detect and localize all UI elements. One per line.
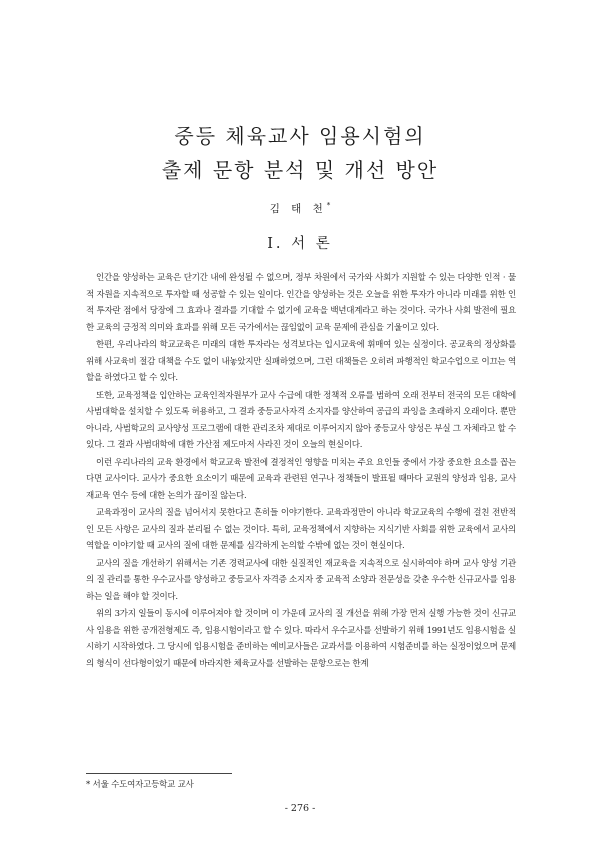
page-number: - 276 - [284,803,316,814]
footnote: * 서울 수도여자고등학교 교사 [86,780,194,790]
paragraph: 이런 우리나라의 교육 환경에서 학교교육 발전에 결정적인 영향을 미치는 주요 요인들 중에서 가장 중요한 요소를 꼽는다면 교사이다. 교사가 중요한 요소이기 때문에 교육과 관련된 연구나 정책들이 발표될 때마다 교원의 양성과 임용, 교사 재교육 연수 등에 대한 논의가 끊이질 않는다. [86,457,516,501]
author-footnote-mark: * [326,201,331,210]
paragraph: 인간을 양성하는 교육은 단기간 내에 완성될 수 없으며, 정부 차원에서 국가와 사회가 지원할 수 있는 다양한 인적 · 물적 자원을 지속적으로 투자할 때 성공할 수 있는 일이다. 인간을 양성하는 것은 오늘을 위한 투자가 아니라 미래를 위한 인적 투자란 점에서 당장에 그 효과나 결과를 기대할 수 없기에 교육을 백년대계라고 하는 것이다. 국가나 사회 발전에 필요한 교육의 긍정적 의미와 효과를 위해 모든 국가에서는 끊임없이 교육 문제에 관심을 기울이고 있다. [86,273,516,333]
paragraph: 한편, 우리나라의 학교교육은 미래의 대한 투자라는 성격보다는 입시교육에 휘매여 있는 실정이다. 공교육의 정상화를 위해 사교육비 절감 대책을 수도 없이 내놓았지만 실패하였으며, 그런 대책들은 오히려 파행적인 학교수업으로 이끄는 역할을 하였다고 할 수 있다. [86,340,516,383]
paragraph: 또한, 교육정책을 입안하는 교육인적자원부가 교사 수급에 대한 정책적 오류를 범하여 오래 전부터 전국의 모든 대학에 사범대학을 설치할 수 있도록 허용하고, 그 결과 중등교사자격 소지자를 양산하여 공급의 과잉을 초래하지 오래이다. 뿐만 아니라, 사범학교의 교사양성 프로그램에 대한 관리조차 제대로 이루어지지 않아 중등교사 양성은 부실 그 자체라고 할 수 있다. 그 결과 사범대학에 대한 가산점 제도마저 사라진 것이 오늘의 현실이다. [86,390,516,450]
section-heading: Ⅰ. 서 론 [267,236,333,252]
paragraph: 교사의 질을 개선하기 위해서는 기존 경력교사에 대한 실질적인 재교육을 지속적으로 실시하여야 하며 교사 양성 기관의 질 관리를 통한 우수교사를 양성하고 중등교사 자격증 소지자 중 교육적 소양과 전문성을 갖춘 우수한 신규교사를 임용하는 일을 해야 할 것이다. [86,558,516,602]
paragraph: 교육과정이 교사의 질을 넘어서지 못한다고 흔히들 이야기한다. 교육과정만이 아니라 학교교육의 수행에 걸친 전반적인 모든 사항은 교사의 질과 분리될 수 없는 것이다. 특히, 교육정책에서 지향하는 지식기반 사회를 위한 교육에서 교사의 역할을 이야기할 때 교사의 질에 대한 문제를 심각하게 논의할 수밖에 없는 것이 현실이다. [86,508,516,551]
author-name: 김 태 천 [269,203,327,215]
footnote-divider [86,773,232,774]
author-line [0,201,600,216]
paragraph: 위의 3가지 일들이 동시에 이루어져야 할 것이며 이 가운데 교사의 질 개선을 위해 가장 먼저 실행 가능한 것이 신규교사 임용을 위한 공개전형제도 즉, 임용시험이라고 할 수 있다. 따라서 우수교사를 선발하기 위해 1991년도 임용시험을 실시하기 시작하였다. 그 당시에 임용시험을 준비하는 예비교사들은 교과서를 이용하여 시험준비를 하는 실정이었으며 문제의 형식이 선다형이었기 때문에 바라지한 체육교사를 선발하는 문항으로는 한계 [86,609,516,669]
paper-title-line1: 중등 체육교사 임용시험의 [174,124,426,148]
paper-title-line2: 출제 문항 분석 및 개선 방안 [161,158,439,182]
body-text [86,270,516,673]
